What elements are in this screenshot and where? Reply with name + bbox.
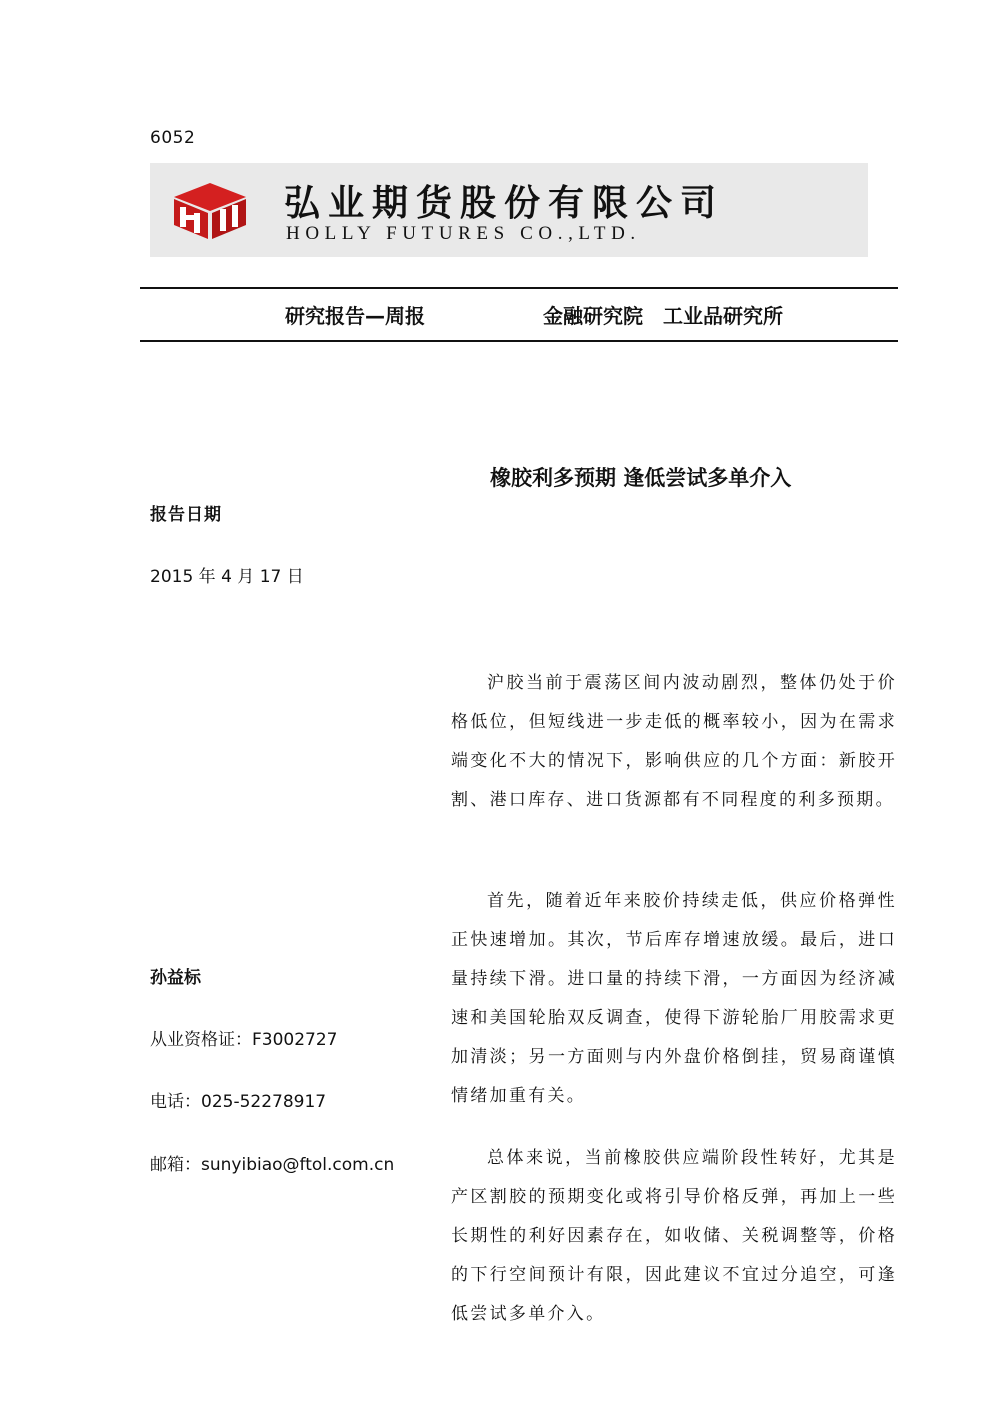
author-email: 邮箱：sunyibiao@ftol.com.cn [150, 1155, 395, 1175]
report-title: 橡胶利多预期 逢低尝试多单介入 [490, 466, 792, 490]
body-paragraph: 总体来说，当前橡胶供应端阶段性转好，尤其是产区割胶的预期变化或将引导价格反弹，再加上一些长期性的利好因素存在，如收储、关税调整等，价格的下行空间预计有限，因此建议不宜过分追空，可逢低尝试多单介入。 [451, 1148, 897, 1324]
header-bottom-rule [140, 340, 898, 342]
author-phone: 电话：025-52278917 [150, 1092, 327, 1112]
company-logo-banner [150, 163, 868, 257]
author-certificate: 从业资格证：F3002727 [150, 1030, 338, 1050]
company-logo-icon [170, 175, 250, 241]
report-type: 研究报告—周报 [285, 304, 425, 328]
company-name-en: HOLLY FUTURES CO.,LTD. [286, 223, 641, 244]
report-date-label: 报告日期 [150, 505, 222, 525]
author-name: 孙益标 [150, 968, 201, 988]
company-name-cn: 弘业期货股份有限公司 [284, 182, 725, 224]
body-paragraph: 首先，随着近年来胶价持续走低，供应价格弹性正快速增加。其次，节后库存增速放缓。最后，进口量持续下滑。进口量的持续下滑，一方面因为经济减速和美国轮胎双反调查，使得下游轮胎厂用胶需求更加清淡；另一方面则与内外盘价格倒挂，贸易商谨慎情绪加重有关。 [451, 891, 897, 1106]
body-paragraph: 沪胶当前于震荡区间内波动剧烈，整体仍处于价格低位，但短线进一步走低的概率较小，因为在需求端变化不大的情况下，影响供应的几个方面：新胶开割、港口库存、进口货源都有不同程度的利多预期。 [451, 673, 897, 810]
report-date-value: 2015 年 4 月 17 日 [150, 567, 304, 587]
department: 金融研究院 工业品研究所 [543, 304, 783, 328]
header-top-rule [140, 287, 898, 289]
document-code: 6052 [150, 128, 196, 148]
